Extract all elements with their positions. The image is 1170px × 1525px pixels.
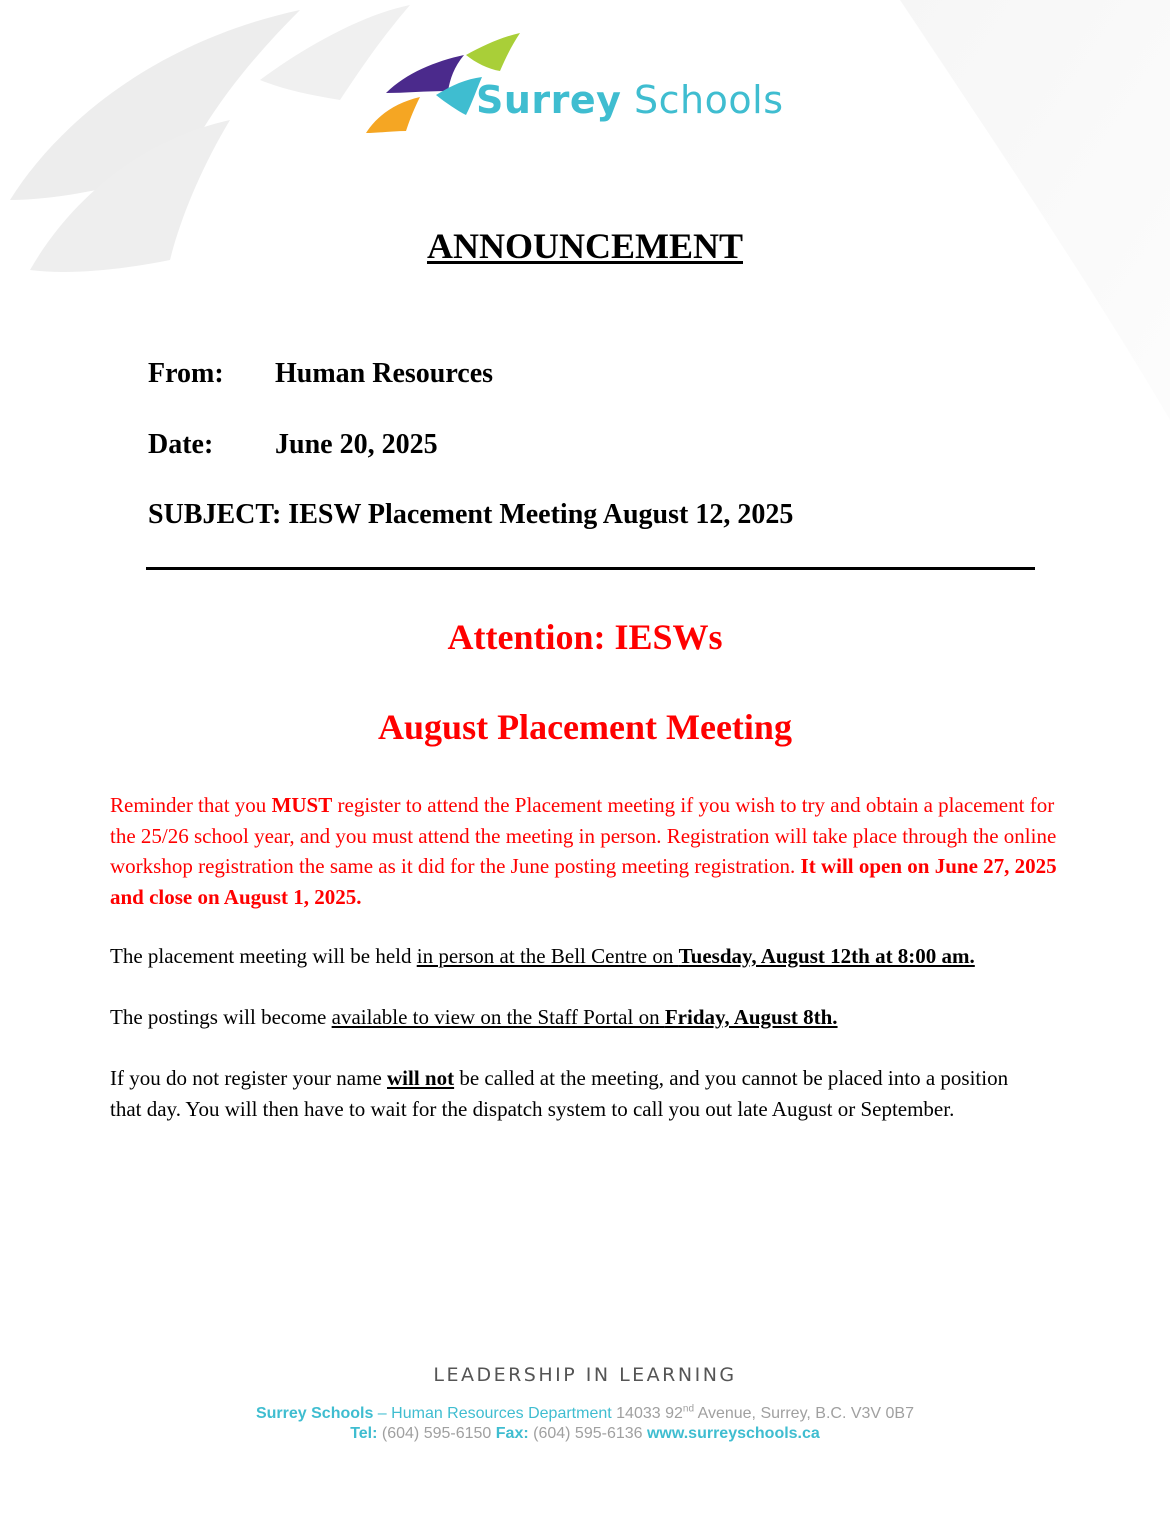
date-label: Date: — [148, 429, 214, 460]
footer-tel-label: Tel: — [350, 1425, 378, 1442]
footer-tel-value: (604) 595-6150 — [377, 1425, 496, 1442]
reminder-dates: It will open on June 27, 2025 and close on August 1, 2025. — [110, 854, 1057, 909]
register-paragraph — [110, 1063, 1040, 1124]
footer-org: Surrey Schools — [255, 1405, 374, 1422]
surrey-schools-logo — [366, 33, 806, 138]
reminder-text-1: Reminder that you — [110, 793, 272, 817]
meeting-paragraph — [110, 941, 1070, 972]
subject-value: IESW Placement Meeting August 12, 2025 — [288, 499, 794, 530]
date-row — [148, 428, 438, 462]
footer-website-link[interactable]: www.surreyschools.ca — [646, 1425, 820, 1442]
footer-address-pre: 14033 92 — [611, 1405, 683, 1422]
register-text-2: be called at the meeting, and you cannot be placed into a position that day. You will then have to wait for the dispatch system to call you out late August or September. — [110, 1066, 1009, 1121]
reminder-text-2: register to attend the Placement meeting if you wish to try and obtain a placement for the 25/26 school year, and you must attend the meeting in person. Registration will take place through the online workshop registration the same as it did for the June posting meeting registration. — [110, 793, 1057, 878]
from-value: Human Resources — [275, 358, 494, 389]
postings-portal: available to view on the Staff Portal on — [331, 1005, 665, 1029]
reminder-paragraph — [110, 790, 1065, 912]
footer-address-line — [0, 1405, 1170, 1423]
meeting-datetime: Tuesday, August 12th at 8:00 am. — [678, 944, 975, 968]
logo-wordmark — [476, 78, 784, 122]
footer-tagline: LEADERSHIP IN LEARNING — [433, 1364, 737, 1386]
footer-contact-line — [0, 1425, 1170, 1443]
postings-date: Friday, August 8th. — [664, 1005, 838, 1029]
date-value: June 20, 2025 — [275, 429, 438, 460]
subject-label: SUBJECT: — [148, 499, 282, 530]
attention-heading: Attention: IESWs — [447, 617, 723, 657]
from-row — [148, 357, 493, 391]
footer-dash: – — [373, 1405, 392, 1422]
footer-address-sup: nd — [682, 1403, 695, 1415]
logo-wordmark-schools: Schools — [634, 78, 784, 122]
footer-fax-label: Fax: — [495, 1425, 529, 1442]
footer-address-post: Avenue, Surrey, B.C. V3V 0B7 — [694, 1405, 914, 1422]
meeting-text-1: The placement meeting will be held — [110, 944, 417, 968]
meeting-location: in person at the Bell Centre on — [416, 944, 679, 968]
footer-dept: Human Resources Department — [391, 1405, 612, 1422]
postings-text-1: The postings will become — [110, 1005, 332, 1029]
footer-fax-value: (604) 595-6136 — [528, 1425, 647, 1442]
from-label: From: — [148, 358, 224, 389]
header-divider — [146, 567, 1035, 570]
postings-paragraph — [110, 1002, 1070, 1033]
logo-wordmark-surrey: Surrey — [476, 78, 622, 122]
subject-row — [148, 498, 793, 532]
reminder-must: MUST — [271, 793, 333, 817]
register-will-not: will not — [387, 1066, 455, 1090]
meeting-heading: August Placement Meeting — [378, 707, 792, 747]
register-text-1: If you do not register your name — [110, 1066, 388, 1090]
page-title: ANNOUNCEMENT — [426, 226, 743, 266]
